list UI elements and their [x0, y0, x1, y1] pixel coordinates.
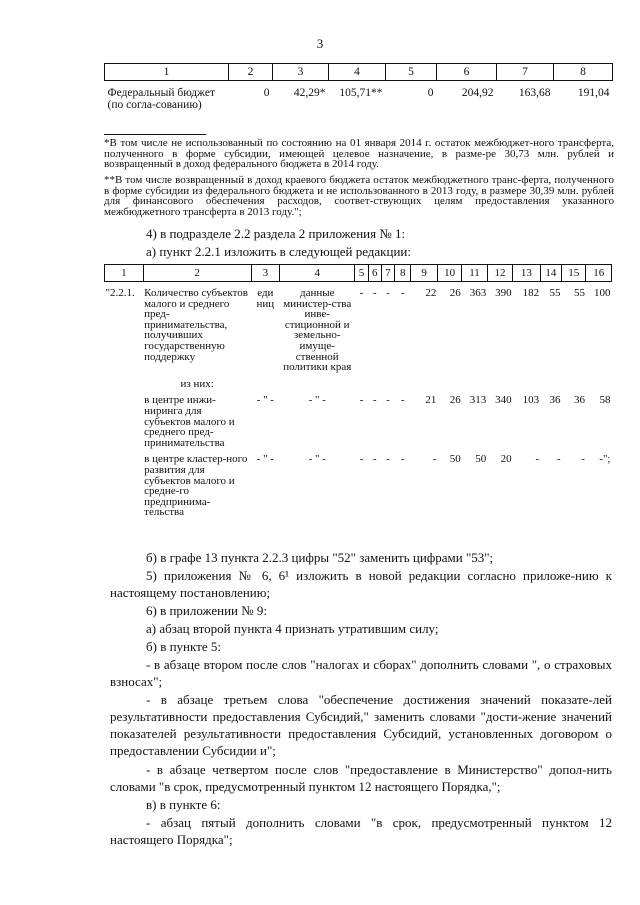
- paragraph: 6) в приложении № 9:: [146, 603, 268, 618]
- cell: 363: [469, 287, 487, 299]
- paragraph: - в абзаце четвертом после слов "предоставление в Министерство" допол-нить словами "в срок, предусмотренный пунктом 12 настоящего Порядка,";: [110, 762, 612, 794]
- row-name: в центре кластер-ного развития для субъектов малого и средне-го предпринима-тельства: [144, 453, 248, 519]
- paragraph: а) пункт 2.2.1 изложить в следующей редакции:: [146, 244, 411, 259]
- cell: 36: [573, 394, 585, 407]
- cell: -: [359, 287, 364, 299]
- cell: 50: [449, 453, 461, 466]
- paragraph: б) в графе 13 пункта 2.2.3 цифры "52" заменить цифрами "53";: [146, 550, 494, 565]
- cell: 58: [599, 394, 611, 407]
- cell: 26: [449, 287, 461, 299]
- cell: 36: [549, 394, 561, 407]
- row-number: [105, 373, 144, 390]
- row-name: из них:: [180, 377, 214, 390]
- header-cell: 12: [487, 265, 512, 282]
- cell: -: [432, 453, 437, 466]
- cell: -: [400, 453, 405, 466]
- table-header-row: [105, 265, 612, 282]
- footnote-divider: [104, 134, 206, 135]
- cell: 182: [522, 287, 540, 299]
- budget-table: [104, 63, 613, 111]
- cell: 105,71**: [339, 87, 383, 99]
- table-header-row: [105, 64, 613, 81]
- paragraph: - в абзаце втором после слов "налогах и сборах" дополнить словами ", о страховых взносах";: [110, 657, 612, 689]
- cell: 22: [425, 287, 437, 299]
- cell: -: [400, 287, 405, 299]
- header-cell: 11: [462, 265, 487, 282]
- header-cell: 13: [513, 265, 540, 282]
- header-cell: 5: [355, 265, 368, 282]
- cell: -: [372, 287, 377, 299]
- cell: -: [386, 287, 390, 299]
- page-number: 3: [316, 36, 324, 51]
- paragraph: 5) приложения № 6, 6¹ изложить в новой редакции согласно приложе-нию к настоящему постановлению;: [110, 568, 612, 600]
- cell: 21: [425, 394, 437, 407]
- paragraph: - в абзаце третьем слова "обеспечение достижения значений показате-лей результативности предоставления Субсидий," заменить словами "дости-жение значений показателей результативности предоставления Субсидий, установленных договором о предоставлении Субсидии и";: [110, 692, 612, 758]
- cell: 163,68: [518, 87, 551, 99]
- table-row: [105, 282, 612, 373]
- cell: 204,92: [461, 87, 494, 99]
- cell: 313: [469, 394, 487, 407]
- footnote-2: **В том числе возвращенный в доход краевого бюджета остаток межбюджетного транс-ферта, полученного в форме субсидии из федерального бюджета и не использованного в 2013 году, в размере 30,39 млн. рублей для финансового обеспечения расходов, соответ-ствующих целям предоставления указанного межбюджетного трансферта в 2013 году.";: [104, 174, 614, 218]
- table-row: [105, 373, 612, 390]
- row-number: [105, 389, 144, 448]
- cell: -";: [599, 453, 611, 466]
- cell: 55: [549, 287, 561, 299]
- cell: -: [556, 453, 561, 466]
- cell: 0: [427, 87, 434, 99]
- paragraph: б) в пункте 5:: [146, 639, 221, 654]
- cell: 42,29*: [293, 87, 326, 99]
- header-cell: 14: [540, 265, 561, 282]
- row-unit: - " -: [256, 394, 274, 407]
- row-name: в центре инжи-ниринга для субъектов малого и среднего пред-принимательства: [144, 394, 235, 449]
- row-number: "2.2.1.: [105, 287, 135, 299]
- header-cell: 16: [586, 265, 612, 282]
- cell: -: [359, 394, 364, 407]
- cell: -: [535, 453, 540, 466]
- footnote-1: *В том числе не использованный по состоянию на 01 января 2014 г. остаток межбюджет-ного трансферта, полученного в форме субсидии, имеющей целевое назначение, в разме-ре 30,73 млн. рублей и возвращенный в доход федерального бюджета в 2014 году.: [104, 137, 614, 170]
- header-cell: 7: [497, 64, 554, 81]
- paragraph: - абзац пятый дополнить словами "в срок, предусмотренный пунктом 12 настоящего Порядка";: [110, 815, 612, 847]
- header-cell: 3: [273, 64, 329, 81]
- header-cell: 1: [105, 265, 144, 282]
- header-cell: 7: [381, 265, 394, 282]
- cell: -: [386, 394, 390, 407]
- cell: -: [400, 394, 405, 407]
- row-source: данные министер-ства инве-стиционной и земельно-имуще-ственной политики края: [283, 287, 352, 374]
- row-source: - " -: [308, 394, 326, 407]
- header-cell: 5: [386, 64, 437, 81]
- cell: 0: [263, 87, 270, 99]
- cell: -: [386, 453, 390, 466]
- cell: -: [372, 394, 377, 407]
- header-cell: 6: [368, 265, 381, 282]
- header-cell: 3: [251, 265, 280, 282]
- cell: -: [581, 453, 585, 466]
- paragraph: 4) в подразделе 2.2 раздела 2 приложения № 1:: [146, 226, 406, 241]
- table-row: [105, 389, 612, 448]
- cell: 100: [594, 287, 611, 299]
- header-cell: 6: [437, 64, 497, 81]
- cell: 26: [449, 394, 461, 407]
- row-name: Федеральный бюджет (по согла-сованию): [107, 87, 215, 111]
- header-cell: 4: [329, 64, 386, 81]
- header-cell: 8: [554, 64, 613, 81]
- header-cell: 4: [280, 265, 355, 282]
- header-cell: 2: [143, 265, 251, 282]
- header-cell: 1: [105, 64, 229, 81]
- row-name: Количество субъектов малого и среднего пред-принимательства, получивших государственную поддержку: [144, 287, 248, 363]
- cell: 103: [522, 394, 540, 407]
- cell: -: [359, 453, 364, 466]
- header-cell: 10: [437, 265, 461, 282]
- cell: 390: [495, 287, 512, 299]
- cell: 55: [573, 287, 585, 299]
- cell: 50: [475, 453, 487, 466]
- cell: 340: [495, 394, 512, 407]
- header-cell: 8: [395, 265, 411, 282]
- row-source: - " -: [308, 453, 326, 466]
- row-number: [105, 448, 144, 518]
- empty-cells: [251, 373, 611, 390]
- cell: -: [372, 453, 377, 466]
- indicator-table: [104, 264, 612, 518]
- table-row: [105, 448, 612, 518]
- cell: 20: [500, 453, 512, 466]
- table-row: [105, 81, 613, 112]
- header-cell: 9: [411, 265, 437, 282]
- row-unit: - " -: [256, 453, 274, 466]
- paragraph: а) абзац второй пункта 4 признать утратившим силу;: [146, 621, 439, 636]
- paragraph: в) в пункте 6:: [146, 797, 221, 812]
- cell: 191,04: [577, 87, 610, 99]
- row-unit: еди ниц: [256, 287, 275, 310]
- header-cell: 15: [562, 265, 586, 282]
- header-cell: 2: [229, 64, 273, 81]
